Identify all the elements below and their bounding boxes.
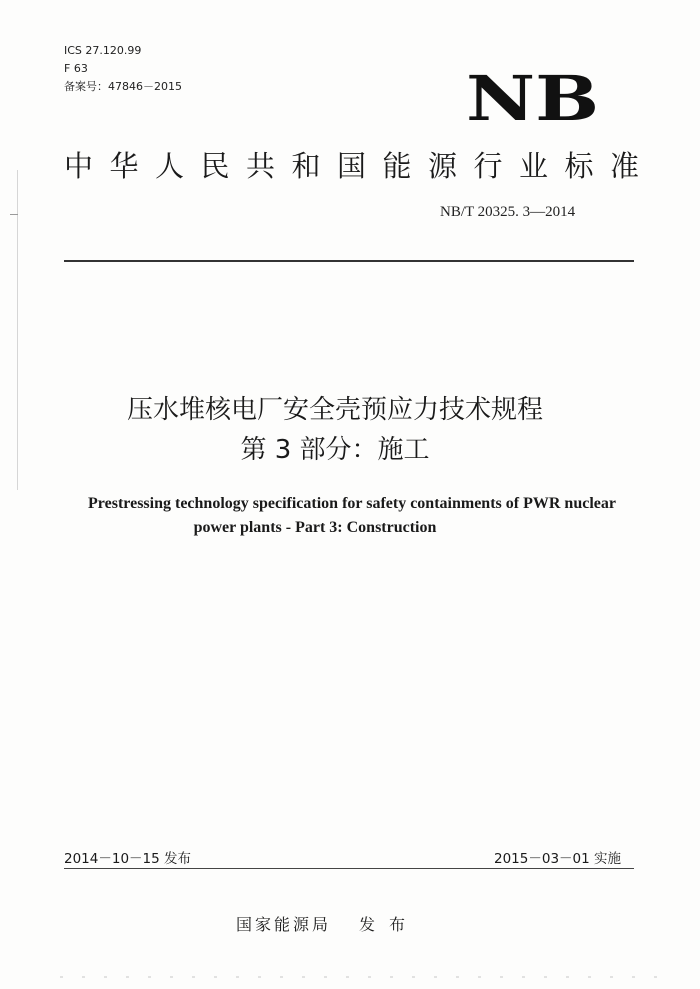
- chinese-title-line-2: 第 3 部分：施工: [240, 435, 430, 465]
- publisher-action: 发布: [359, 915, 420, 934]
- classification-block: [64, 42, 182, 96]
- chinese-title: [0, 390, 700, 470]
- standard-number: NB/T 20325. 3—2014: [440, 204, 576, 220]
- footer-divider: [200, 868, 486, 869]
- issue-date: 2014－10－15 发布: [64, 851, 192, 867]
- chinese-title-line-1: 压水堆核电厂安全壳预应力技术规程: [126, 395, 543, 425]
- publisher-line: [236, 914, 419, 936]
- header-divider: [64, 260, 634, 262]
- implementation-date: 2015－03－01 实施: [494, 851, 622, 867]
- ccs-code: F 63: [64, 62, 88, 75]
- scan-artifact-dots: [60, 976, 660, 978]
- record-number: 备案号：47846－2015: [64, 80, 182, 93]
- english-title: [0, 492, 700, 540]
- ics-code: ICS 27.120.99: [64, 44, 142, 57]
- english-title-line-2: power plants - Part 3: Construction: [193, 519, 437, 536]
- footer-divider-left: [64, 868, 200, 869]
- english-title-line-1: Prestressing technology specification for safety containments of PWR nuclear: [88, 495, 616, 512]
- publisher-name: 国家能源局: [236, 915, 332, 934]
- footer-divider-right: [486, 868, 634, 869]
- agency-title: 中华人民共和国能源行业标准: [64, 149, 656, 183]
- scan-edge-tick: [10, 214, 18, 215]
- nb-logo: NB: [466, 62, 600, 135]
